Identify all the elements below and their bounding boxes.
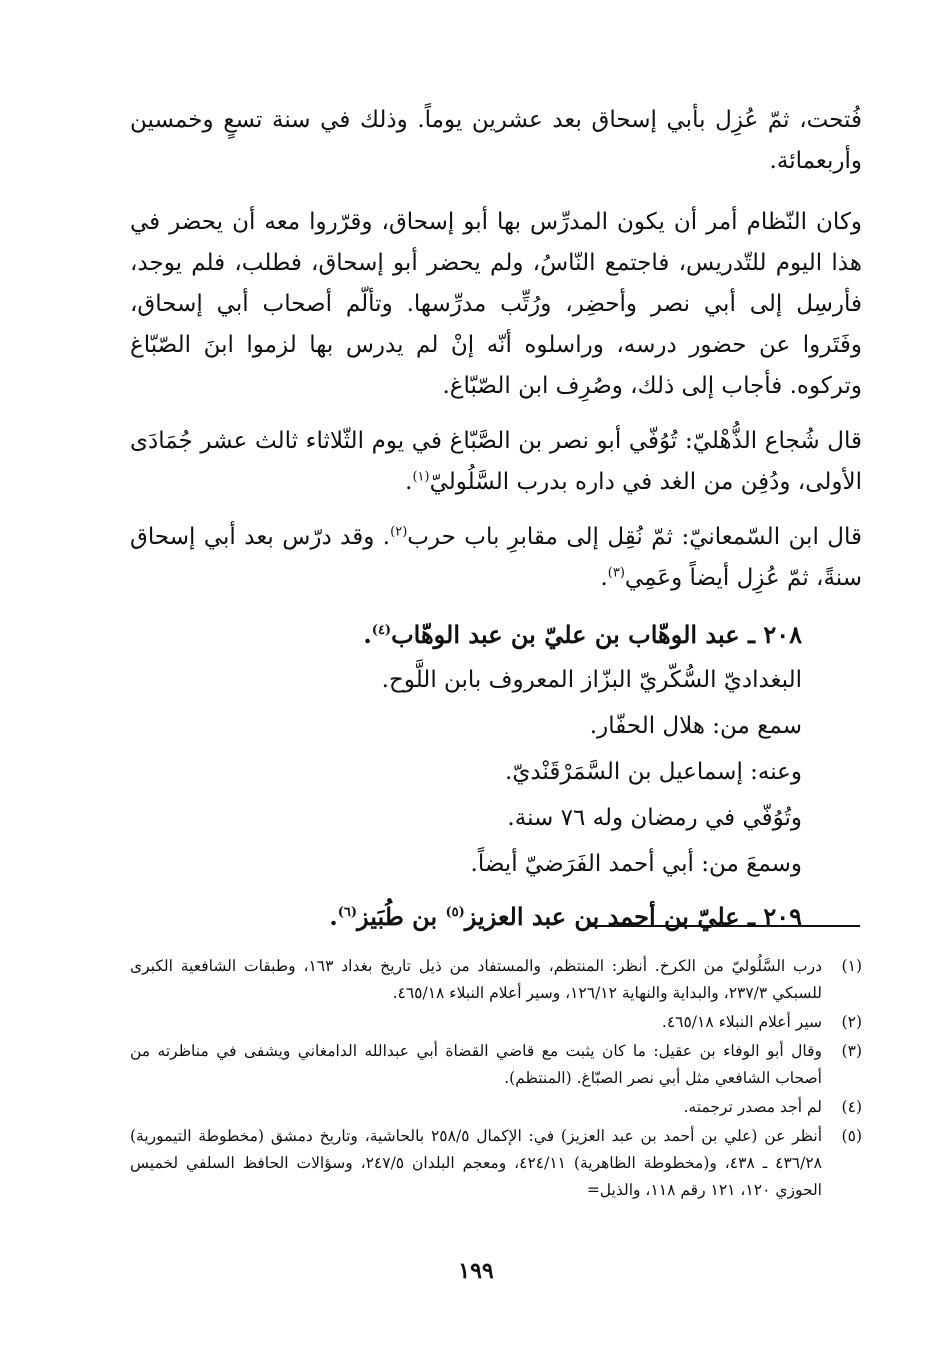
paragraph-2-text: وكان النّظام أمر أن يكون المدرِّس بها أبو إسحاق، وقرّروا معه أن يحضر في هذا اليوم للتّدريس، فاجتمع النّاسُ، ولم يحضر أبو إسحاق، فطلب، فلم يوجد، فأرسِل إلى أبي نصر وأحضِر، ورُتِّب مدرِّسها. وتألّم أصحاب أبي إسحاق، وفَتَروا عن حضور درسه، وراسلوه أنّه إنْ لم يدرس بها لزموا ابنَ الصّبّاغ وتركوه. فأجاب إلى ذلك، وصُرِف ابن الصّبّاغ. [130, 209, 862, 399]
footnote-ref-5[interactable]: (٥) [445, 905, 465, 920]
footnote-ref-6[interactable]: (٦) [337, 905, 357, 920]
entry-208-line-2: سمع من: هلال الحفّار. [589, 713, 802, 739]
footnote-5 [130, 1123, 862, 1204]
footnote-text: لم أجد مصدر ترجمته. [683, 1098, 822, 1116]
footnote-number: (٣) [841, 1042, 862, 1060]
footnote-ref-3[interactable]: (٣) [607, 565, 625, 581]
entry-208-line-3: وعنه: إسماعيل بن السَّمَرْقَنْديّ. [505, 759, 802, 785]
entry-208-title [130, 613, 802, 657]
footnote-ref-4[interactable]: (٤) [371, 623, 392, 638]
footnote-number: (٥) [841, 1127, 862, 1145]
footnote-number: (١) [841, 957, 862, 975]
footnote-4 [130, 1094, 862, 1121]
footnote-number: (٤) [841, 1098, 862, 1116]
paragraph-1 [130, 100, 862, 182]
footnote-text: سير أعلام النبلاء ٤٦٥/١٨. [661, 1013, 822, 1031]
paragraph-2 [130, 202, 862, 407]
paragraph-3-end: . [405, 469, 413, 495]
footnote-3 [130, 1038, 862, 1092]
paragraph-4 [130, 517, 862, 599]
footnote-text: وقال أبو الوفاء بن عقيل: ما كان يثبت مع قاضي القضاة أبي عبدالله الدامغاني ويشفى في مناظرته من أصحاب الشافعي مثل أبي نصر الصبّاغ. (المنتظم). [130, 1042, 822, 1087]
entry-208-line-1: البغداديّ السُّكّريّ البزّاز المعروف بابن اللَّوح. [381, 667, 802, 693]
paragraph-4-end: . [600, 565, 608, 591]
footnote-divider [590, 925, 860, 927]
paragraph-3 [130, 421, 862, 503]
entry-209-title-text-b: بن طُبَيز [356, 902, 446, 931]
paragraph-3-text: قال شُجاع الذُّهْليّ: تُوُفّي أبو نصر بن الصَّبّاغ في يوم الثّلاثاء ثالث عشر جُمَادَى الأولى، ودُفِن من الغد في داره بدرب السَّلُوليّ [130, 428, 862, 495]
main-text [130, 100, 862, 939]
entry-208-title-text: ٢٠٨ ـ عبد الوهّاب بن عليّ بن عبد الوهّاب [391, 620, 802, 649]
entry-209-title [130, 895, 802, 939]
paragraph-1-text: فُتحت، ثمّ عُزِل بأبي إسحاق بعد عشرين يوماً. وذلك في سنة تسعٍ وخمسين وأربعمائة. [130, 107, 862, 174]
footnote-text: أنظر عن (علي بن أحمد بن عبد العزيز) في: الإكمال ٢٥٨/٥ بالحاشية، وتاريخ دمشق (مخطوطة التيمورية) ٤٣٦/٢٨ ـ ٤٣٨، و(مخطوطة الظاهرية) ٤٢٤/١١، ومعجم البلدان ٢٤٧/٥، وسؤالات الحافظ السلفي لخميس الحوزي ١٢٠، ١٢١ رقم ١١٨، والذيل= [130, 1127, 822, 1199]
entry-208-line-5: وسمعَ من: أبي أحمد الفَرَضيّ أيضاً. [470, 851, 802, 877]
footnote-ref-2[interactable]: (٢) [390, 524, 408, 540]
footnotes [130, 953, 862, 1206]
page-number: ١٩٩ [458, 1258, 494, 1284]
entry-209-title-end: . [329, 902, 338, 931]
entry-208-title-end: . [363, 620, 372, 649]
footnote-text: درب السَّلُوليّ من الكرخ. أنظر: المنتظم، والمستفاد من ذيل تاريخ بغداد ١٦٣، وطبقات الشافعية الكبرى للسبكي ٢٣٧/٣، والبداية والنهاية ١٢٦/١٢، وسير أعلام النبلاء ٤٦٥/١٨. [130, 957, 822, 1002]
footnote-1 [130, 953, 862, 1007]
footnote-2 [130, 1009, 862, 1036]
paragraph-4-text-a: قال ابن السّمعانيّ: ثمّ نُقِل إلى مقابرِ باب حرب [407, 524, 863, 550]
paragraph-4-text-b: . وقد درّس بعد أبي إسحاق سنةً، ثمّ عُزِل أيضاً وعَمِي [130, 524, 862, 591]
entry-208-line-4: وتُوُفّي في رمضان وله ٧٦ سنة. [507, 805, 802, 831]
entry-209-title-text-a: ٢٠٩ ـ عليّ بن أحمد بن عبد العزيز [464, 902, 802, 931]
footnote-ref-1[interactable]: (١) [412, 469, 430, 485]
footnote-number: (٢) [841, 1013, 862, 1031]
